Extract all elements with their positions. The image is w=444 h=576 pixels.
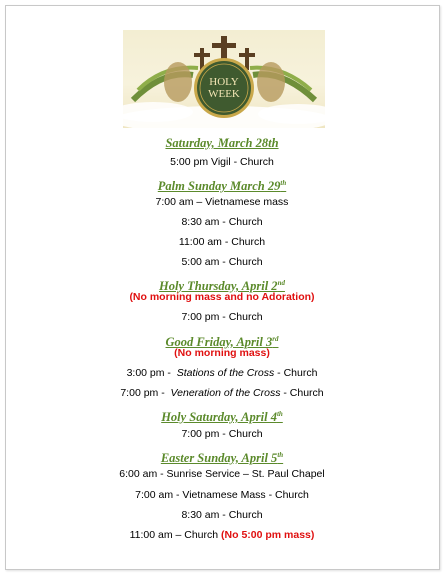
- list-item: 5:00 pm Vigil - Church: [170, 156, 274, 168]
- list-item: 7:00 am – Vietnamese mass: [155, 196, 289, 208]
- note-easter: (No 5:00 pm mass): [221, 529, 315, 541]
- list-item: 5:00 am - Church: [181, 256, 263, 268]
- list-item: 8:30 am - Church: [181, 216, 263, 228]
- list-item: 7:00 pm - Church: [181, 428, 263, 440]
- list-item: 7:00 pm - Veneration of the Cross - Church: [120, 387, 324, 399]
- list-item: 8:30 am - Church: [181, 509, 263, 521]
- heading-saturday: Saturday, March 28th: [165, 136, 279, 150]
- heading-holy-thursday: Holy Thursday, April 2nd: [159, 279, 285, 293]
- list-item: 11:00 am - Church: [178, 236, 266, 248]
- logo-line1: HOLY: [209, 76, 239, 88]
- heading-palm-sunday: Palm Sunday March 29th: [157, 179, 287, 193]
- list-item: 7:00 pm - Church: [181, 311, 263, 323]
- heading-easter-sunday: Easter Sunday, April 5th: [160, 451, 284, 465]
- list-item: 7:00 am - Vietnamese Mass - Church: [135, 489, 309, 501]
- note-friday: (No morning mass): [174, 347, 270, 359]
- logo-line2: WEEK: [208, 88, 240, 100]
- heading-holy-saturday: Holy Saturday, April 4th: [161, 410, 283, 424]
- holy-week-banner: [123, 30, 325, 128]
- list-item: 3:00 pm - Stations of the Cross - Church: [126, 367, 318, 379]
- holy-week-logo: [123, 30, 325, 128]
- note-thursday: (No morning mass and no Adoration): [129, 291, 315, 303]
- list-item: 11:00 am – Church (No 5:00 pm mass): [129, 529, 315, 541]
- heading-good-friday: Good Friday, April 3rd: [165, 335, 279, 349]
- list-item: 6:00 am - Sunrise Service – St. Paul Chapel: [119, 468, 325, 480]
